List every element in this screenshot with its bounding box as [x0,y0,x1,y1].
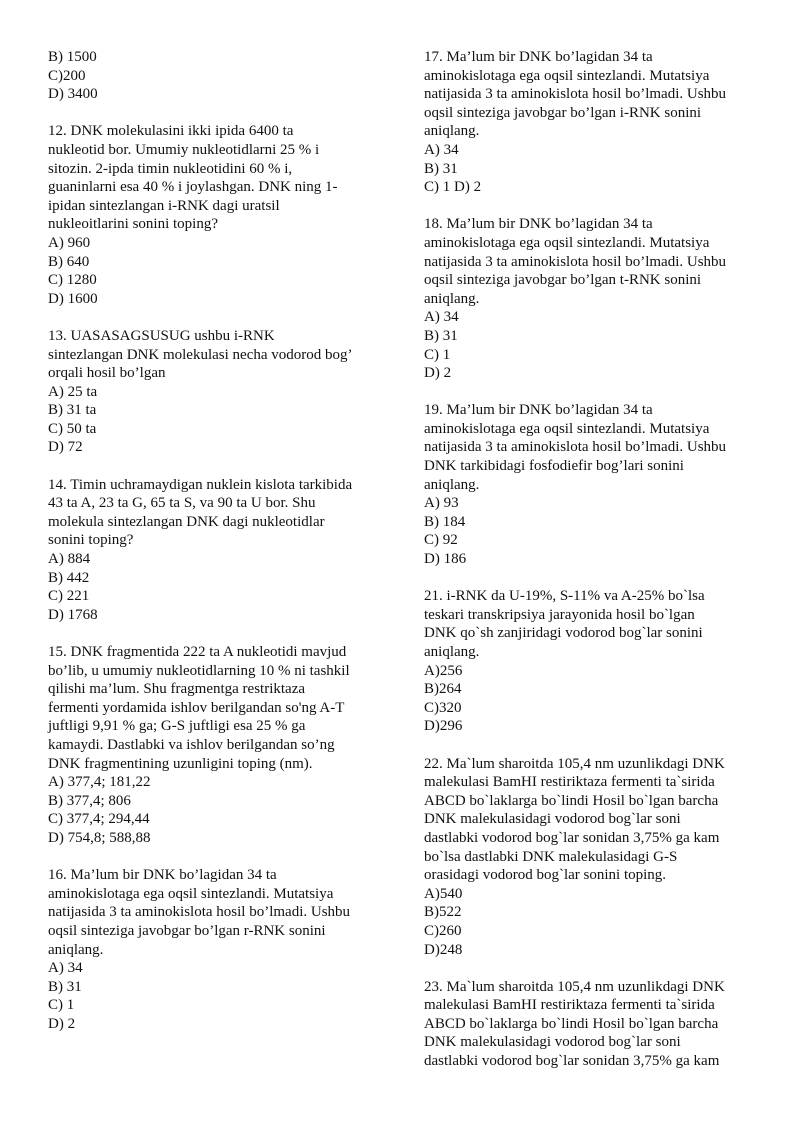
left-column-text-line: 15. DNK fragmentida 222 ta A nukleotidi mavjud [48,644,347,660]
left-column-text-line: nukleotid bor. Umumiy nukleotidlarni 25 % i [48,141,320,158]
right-column-text-line: B) 184 [424,513,466,530]
right-column-text-line: aniqlang. [424,476,480,493]
right-column-text-line: 23. Ma`lum sharoitda 105,4 nm uzunlikdagi DNK [424,978,725,995]
right-column-text-line: bo`lsa dastlabki DNK malekulasidagi G-S [424,848,678,865]
left-column-text-line: oqsil sinteziga javobgar bo’lgan r-RNK sonini [48,922,326,939]
left-column-text-line: D) 2 [48,1015,76,1032]
right-column-text-line: C) 1 D) 2 [424,179,482,196]
right-column-text-line: C)260 [424,922,462,939]
right-column-text-line: A)256 [424,662,463,679]
right-column-text-line: B)264 [424,681,462,698]
left-column-text-line: C) 50 ta [48,420,97,437]
right-column-text-line: oqsil sinteziga javobgar bo’lgan t-RNK sonini [424,272,702,289]
left-column-text-line: B) 31 ta [48,402,97,419]
right-column-text-line: D)296 [424,718,463,735]
left-column-text-line: D) 1600 [48,290,98,307]
right-column-text-line: malekulasi BamHI restiriktaza fermenti ta`sirida [424,997,715,1014]
right-column-text-line: D) 2 [424,365,452,382]
right-column-text-line: DNK malekulasidagi vodorod bog`lar soni [424,811,681,828]
right-column-text-line: C) 1 [424,346,451,363]
right-column-text-line: A) 34 [424,141,459,158]
left-column-text-line: 13. UASASAGSUSUG ushbu i-RNK [48,327,275,344]
left-column-text-line: A) 25 ta [48,383,98,400]
right-column-text-line: dastlabki vodorod bog`lar sonidan 3,75% ga kam [424,1053,720,1070]
right-column-text-line: ABCD bo`laklarga bo`lindi Hosil bo`lgan barcha [424,792,719,809]
right-column-spacer [424,197,776,216]
left-column-text-line: C) 377,4; 294,44 [48,811,150,828]
right-column-text-line: natijasida 3 ta aminokislota hosil bo’lmadi. Ushbu [424,253,727,270]
left-column-text-line: molekula sintezlangan DNK dagi nukleotidlar [48,513,325,530]
right-column-spacer [424,569,776,588]
left-column-text-line: nukleoitlarini sonini toping? [48,216,218,233]
left-column-text-line: orqali hosil bo’lgan [48,365,166,382]
left-column-text-line: guaninlarni esa 40 % i joylashgan. DNK ning 1- [48,179,338,196]
right-column-text-line: 21. i-RNK da U-19%, S-11% va A-25% bo`lsa [424,588,705,605]
left-column-text-line: B) 1500 [48,49,97,65]
left-column-text-line: B) 640 [48,253,90,270]
left-column-text-line: fermenti yordamida ishlov berilgandan so'ng A-T [48,699,345,716]
right-column-text-line: orasidagi vodorod bog`lar sonini toping. [424,867,667,884]
left-column-text-line: C) 221 [48,588,90,605]
left-column-text-line: aminokislotaga ega oqsil sintezlandi. Mutatsiya [48,885,334,902]
right-column-text-line: D)248 [424,941,463,958]
left-column-text-line: A) 34 [48,960,83,977]
right-column-spacer [424,736,776,755]
right-column-text-line: B) 31 [424,160,458,177]
right-column-spacer [424,959,776,978]
right-column-text-line: B)522 [424,904,462,921]
left-column-text-line: ipidan sintezlangan i-RNK dagi uratsil [48,197,280,214]
left-column [48,48,400,1033]
left-column-text-line: 43 ta A, 23 ta G, 65 ta S, va 90 ta U bor. Shu [48,495,316,512]
left-column-text-line: DNK fragmentining uzunligini toping (nm). [48,755,313,772]
left-column-text-line: A) 884 [48,551,91,568]
right-column-text-line: oqsil sinteziga javobgar bo’lgan i-RNK sonini [424,104,702,121]
right-column-text-line: dastlabki vodorod bog`lar sonidan 3,75% ga kam [424,829,720,846]
right-column-text-line: aminokislotaga ega oqsil sintezlandi. Mutatsiya [424,420,710,437]
right-column-text-line: ABCD bo`laklarga bo`lindi Hosil bo`lgan barcha [424,1015,719,1032]
right-column-text-line: aniqlang. [424,290,480,307]
left-column-text-line: A) 960 [48,234,91,251]
right-column-text-line: DNK malekulasidagi vodorod bog`lar soni [424,1034,681,1051]
right-column-text-line: natijasida 3 ta aminokislota hosil bo’lmadi. Ushbu [424,439,727,456]
left-column-spacer [48,104,400,123]
right-column [424,48,776,1071]
left-column-text-line: sintezlangan DNK molekulasi necha vodorod bog’ [48,346,353,363]
left-column-text-line: C)200 [48,67,86,84]
left-column-spacer [48,308,400,327]
left-column-text-line: aniqlang. [48,941,104,958]
right-column-text-line: aminokislotaga ega oqsil sintezlandi. Mutatsiya [424,67,710,84]
left-column-text-line: D) 72 [48,439,83,456]
left-column-text-line: C) 1 [48,997,75,1014]
right-column-text-line: natijasida 3 ta aminokislota hosil bo’lmadi. Ushbu [424,86,727,103]
left-column-text-line: bo’lib, u umumiy nukleotidlarning 10 % ni tashkil [48,662,350,679]
right-column-text-line: 18. Ma’lum bir DNK bo’lagidan 34 ta [424,216,653,233]
left-column-text-line: 16. Ma’lum bir DNK bo’lagidan 34 ta [48,867,277,884]
left-column-text-line: sonini toping? [48,532,134,549]
right-column-text-line: aniqlang. [424,644,480,660]
left-column-text-line: C) 1280 [48,272,97,289]
left-column-text-line: natijasida 3 ta aminokislota hosil bo’lmadi. Ushbu [48,904,351,921]
left-column-spacer [48,848,400,867]
right-column-text-line: DNK tarkibidagi fosfodiefir bog’lari sonini [424,458,684,475]
left-column-text-line: 14. Timin uchramaydigan nuklein kislota tarkibida [48,476,353,493]
right-column-text-line: A)540 [424,885,463,902]
right-column-text-line: 17. Ma’lum bir DNK bo’lagidan 34 ta [424,49,653,65]
left-column-text-line: qilishi ma’lum. Shu fragmentga restriktaza [48,681,306,698]
left-column-text-line: B) 442 [48,569,90,586]
right-column-spacer [424,383,776,402]
left-column-text-line: sitozin. 2-ipda timin nukleotidini 60 % i, [48,160,293,177]
right-column-text-line: C)320 [424,699,462,716]
right-column-text-line: aniqlang. [424,123,480,140]
right-column-text-line: D) 186 [424,551,467,568]
left-column-text-line: A) 377,4; 181,22 [48,774,151,791]
right-column-text-line: 19. Ma’lum bir DNK bo’lagidan 34 ta [424,402,653,419]
left-column-text-line: D) 1768 [48,606,98,623]
left-column-text-line: B) 377,4; 806 [48,792,131,809]
right-column-text-line: teskari transkripsiya jarayonida hosil bo`lgan [424,606,695,623]
right-column-text-line: aminokislotaga ega oqsil sintezlandi. Mutatsiya [424,234,710,251]
right-column-text-line: 22. Ma`lum sharoitda 105,4 nm uzunlikdagi DNK [424,755,725,772]
left-column-text-line: B) 31 [48,978,82,995]
left-column-text-line: 12. DNK molekulasini ikki ipida 6400 ta [48,123,294,140]
right-column-text-line: B) 31 [424,327,458,344]
left-column-spacer [48,624,400,643]
right-column-text-line: A) 93 [424,495,459,512]
left-column-text-line: juftligi 9,91 % ga; G-S juftligi esa 25 % ga [48,718,306,735]
left-column-text-line: D) 3400 [48,86,98,103]
left-column-text-line: D) 754,8; 588,88 [48,829,151,846]
right-column-text-line: DNK qo`sh zanjiridagi vodorod bog`lar sonini [424,625,703,642]
right-column-text-line: C) 92 [424,532,458,549]
right-column-text-line: malekulasi BamHI restiriktaza fermenti ta`sirida [424,774,715,791]
right-column-text-line: A) 34 [424,309,459,326]
left-column-text-line: kamaydi. Dastlabki va ishlov berilgandan so’ng [48,736,335,753]
left-column-spacer [48,457,400,476]
